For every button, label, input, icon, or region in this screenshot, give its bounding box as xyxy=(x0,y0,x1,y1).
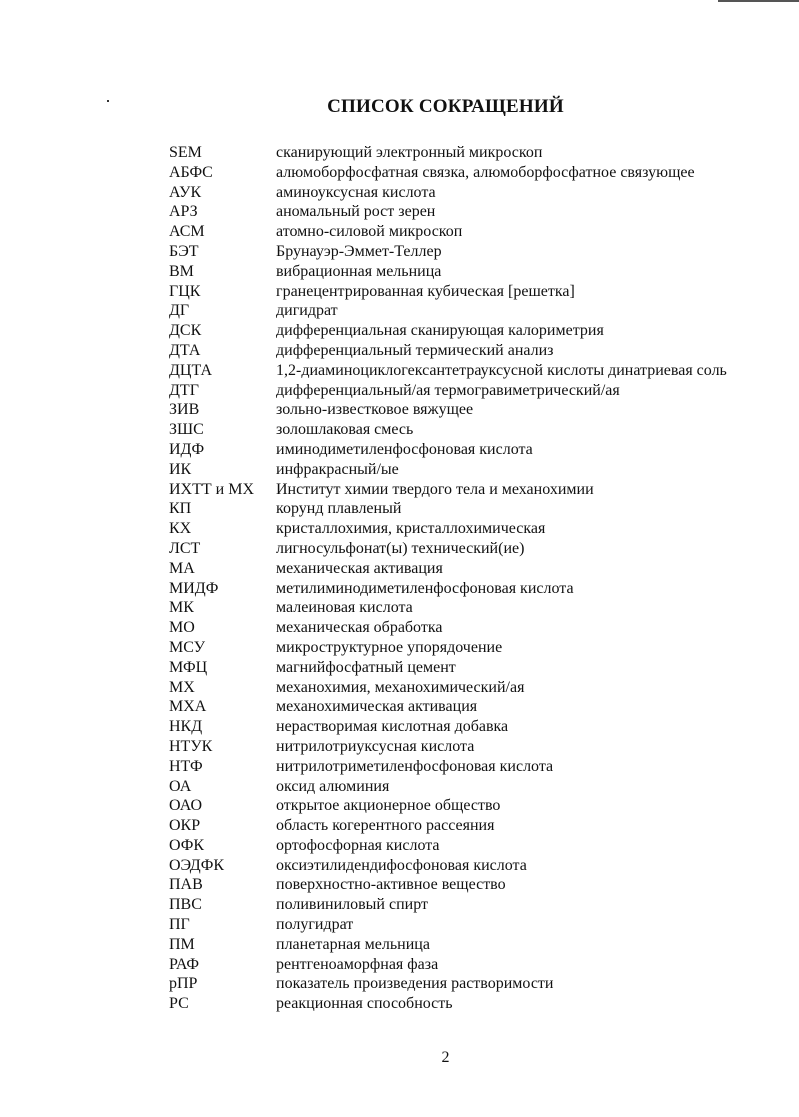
abbreviation-definition: гранецентрированная кубическая [решетка] xyxy=(276,282,575,300)
abbreviation-term: НКД xyxy=(169,718,203,736)
abbreviation-definition: кристаллохимия, кристаллохимическая xyxy=(276,520,546,538)
abbreviation-row xyxy=(169,559,769,579)
abbreviation-term: ОАО xyxy=(169,797,203,815)
abbreviation-term: МХА xyxy=(169,698,207,716)
abbreviation-definition: механическая обработка xyxy=(276,619,443,637)
abbreviation-row xyxy=(169,777,769,797)
abbreviation-definition: Институт химии твердого тела и механохимии xyxy=(276,480,594,498)
abbreviation-definition: дигидрат xyxy=(276,302,338,320)
abbreviation-definition: дифференциальный термический анализ xyxy=(276,341,554,359)
abbreviation-term: ОА xyxy=(169,777,192,795)
abbreviation-definition: микроструктурное упорядочение xyxy=(276,638,503,656)
abbreviation-definition: аминоуксусная кислота xyxy=(276,183,436,201)
abbreviation-term: МХ xyxy=(169,678,195,696)
abbreviation-row xyxy=(169,856,769,876)
abbreviation-term: КХ xyxy=(169,520,192,538)
abbreviation-row xyxy=(169,460,769,480)
abbreviation-list xyxy=(169,143,769,1014)
abbreviation-term: ОКР xyxy=(169,817,201,835)
abbreviation-term: МСУ xyxy=(169,638,206,656)
page-title: СПИСОК СОКРАЩЕНИЙ xyxy=(327,96,564,117)
abbreviation-definition: аномальный рост зерен xyxy=(276,203,436,221)
abbreviation-term: БЭТ xyxy=(169,242,199,260)
abbreviation-row xyxy=(169,143,769,163)
abbreviation-definition: метилиминодиметиленфосфоновая кислота xyxy=(276,579,574,597)
abbreviation-row xyxy=(169,935,769,955)
abbreviation-definition: планетарная мельница xyxy=(276,935,430,953)
abbreviation-row xyxy=(169,440,769,460)
abbreviation-term: МО xyxy=(169,619,195,637)
abbreviation-definition: зольно-известковое вяжущее xyxy=(276,401,474,419)
abbreviation-definition: открытое акционерное общество xyxy=(276,797,501,815)
abbreviation-term: ДГ xyxy=(169,302,190,320)
abbreviation-row xyxy=(169,262,769,282)
abbreviation-row xyxy=(169,994,769,1014)
abbreviation-row xyxy=(169,895,769,915)
abbreviation-definition: нитрилотриметиленфосфоновая кислота xyxy=(276,757,554,775)
abbreviation-term: МК xyxy=(169,599,194,617)
abbreviation-row xyxy=(169,757,769,777)
abbreviation-row xyxy=(169,598,769,618)
abbreviation-definition: магнийфосфатный цемент xyxy=(276,658,456,676)
abbreviation-term: ЛСТ xyxy=(169,539,201,557)
abbreviation-row xyxy=(169,400,769,420)
abbreviation-definition: алюмоборфосфатная связка, алюмоборфосфатное связующее xyxy=(276,163,695,181)
abbreviation-term: ЗИВ xyxy=(169,401,200,419)
abbreviation-row xyxy=(169,282,769,302)
abbreviation-definition: оксид алюминия xyxy=(276,777,390,795)
abbreviation-definition: ортофосфорная кислота xyxy=(276,836,440,854)
abbreviation-term: ПВС xyxy=(169,896,202,914)
abbreviation-term: НТУК xyxy=(169,737,213,755)
abbreviation-term: МФЦ xyxy=(169,658,208,676)
page-number: 2 xyxy=(441,1049,450,1066)
abbreviation-definition: 1,2-диаминоциклогексантетрауксусной кислоты динатриевая соль xyxy=(276,361,727,379)
abbreviation-row xyxy=(169,658,769,678)
abbreviation-term: ВМ xyxy=(169,262,194,280)
abbreviation-row xyxy=(169,737,769,757)
abbreviation-definition: реакционная способность xyxy=(276,995,453,1013)
abbreviation-definition: Брунауэр-Эммет-Теллер xyxy=(276,242,442,260)
abbreviation-term: ДТА xyxy=(169,341,201,359)
abbreviation-row xyxy=(169,202,769,222)
abbreviation-definition: дифференциальный/ая термогравиметрический/ая xyxy=(276,381,620,399)
abbreviation-definition: механическая активация xyxy=(276,559,443,577)
abbreviation-term: КП xyxy=(169,500,192,518)
abbreviation-row xyxy=(169,678,769,698)
abbreviation-row xyxy=(169,697,769,717)
abbreviation-term: ДЦТА xyxy=(169,361,212,379)
abbreviation-term: ИДФ xyxy=(169,440,205,458)
abbreviation-row xyxy=(169,499,769,519)
abbreviation-term: ИК xyxy=(169,460,192,478)
abbreviation-term: SEM xyxy=(169,144,202,161)
abbreviation-row xyxy=(169,361,769,381)
abbreviation-definition: инфракрасный/ые xyxy=(276,460,399,478)
abbreviation-definition: поверхностно-активное вещество xyxy=(276,876,506,894)
abbreviation-row xyxy=(169,955,769,975)
abbreviation-definition: золошлаковая смесь xyxy=(276,421,414,439)
abbreviation-row xyxy=(169,579,769,599)
abbreviation-definition: рентгеноаморфная фаза xyxy=(276,955,439,973)
abbreviation-definition: сканирующий электронный микроскоп xyxy=(276,144,543,161)
abbreviation-term: ОЭДФК xyxy=(169,856,224,874)
abbreviation-term: ПМ xyxy=(169,935,195,953)
abbreviation-term: АРЗ xyxy=(169,203,198,221)
abbreviation-row xyxy=(169,796,769,816)
abbreviation-row xyxy=(169,539,769,559)
abbreviation-definition: малеиновая кислота xyxy=(276,599,413,617)
abbreviation-row xyxy=(169,519,769,539)
abbreviation-row xyxy=(169,420,769,440)
abbreviation-definition: полугидрат xyxy=(276,916,354,934)
abbreviation-term: ПГ xyxy=(169,916,190,934)
abbreviation-definition: дифференциальная сканирующая калориметрия xyxy=(276,322,604,340)
abbreviation-definition: корунд плавленый xyxy=(276,500,402,518)
abbreviation-row xyxy=(169,836,769,856)
abbreviation-definition: иминодиметиленфосфоновая кислота xyxy=(276,440,533,458)
abbreviation-row xyxy=(169,381,769,401)
abbreviation-definition: лигносульфонат(ы) технический(ие) xyxy=(276,539,525,557)
abbreviation-term: ДСК xyxy=(169,322,202,340)
abbreviation-term: АУК xyxy=(169,183,202,201)
abbreviation-definition: поливиниловый спирт xyxy=(276,896,428,914)
abbreviation-term: ОФК xyxy=(169,836,205,854)
abbreviation-row xyxy=(169,183,769,203)
abbreviation-term: РАФ xyxy=(169,955,200,973)
abbreviation-term: НТФ xyxy=(169,757,203,775)
abbreviation-term: ПАВ xyxy=(169,876,203,894)
abbreviation-row xyxy=(169,301,769,321)
abbreviation-term: МА xyxy=(169,559,195,577)
abbreviation-definition: нитрилотриуксусная кислота xyxy=(276,737,475,755)
abbreviation-definition: механохимия, механохимический/ая xyxy=(276,678,525,696)
scan-artifact-line xyxy=(718,0,799,2)
abbreviation-definition: механохимическая активация xyxy=(276,698,478,716)
abbreviation-term: АСМ xyxy=(169,223,205,241)
abbreviation-term: АБФС xyxy=(169,163,213,181)
abbreviation-row xyxy=(169,480,769,500)
abbreviation-definition: атомно-силовой микроскоп xyxy=(276,223,463,241)
abbreviation-term: ИХТТ и МХ xyxy=(169,480,254,498)
abbreviation-row xyxy=(169,974,769,994)
abbreviation-definition: нерастворимая кислотная добавка xyxy=(276,718,509,736)
abbreviation-row xyxy=(169,638,769,658)
abbreviation-row xyxy=(169,875,769,895)
abbreviation-definition: область когерентного рассеяния xyxy=(276,817,495,835)
abbreviation-term: РС xyxy=(169,995,189,1013)
abbreviation-definition: показатель произведения растворимости xyxy=(276,975,554,993)
abbreviation-row xyxy=(169,242,769,262)
abbreviation-row xyxy=(169,321,769,341)
abbreviation-definition: оксиэтилидендифосфоновая кислота xyxy=(276,856,527,874)
abbreviation-row xyxy=(169,915,769,935)
abbreviation-definition: вибрационная мельница xyxy=(276,262,442,280)
abbreviation-term: МИДФ xyxy=(169,579,219,597)
abbreviation-term: ДТГ xyxy=(169,381,199,399)
abbreviation-term: ЗШС xyxy=(169,421,204,439)
abbreviation-term: ГЦК xyxy=(169,282,201,300)
abbreviation-row xyxy=(169,222,769,242)
abbreviation-row xyxy=(169,163,769,183)
abbreviation-row xyxy=(169,816,769,836)
abbreviation-row xyxy=(169,341,769,361)
abbreviation-row xyxy=(169,618,769,638)
abbreviation-term: рПР xyxy=(169,975,198,993)
abbreviation-row xyxy=(169,717,769,737)
